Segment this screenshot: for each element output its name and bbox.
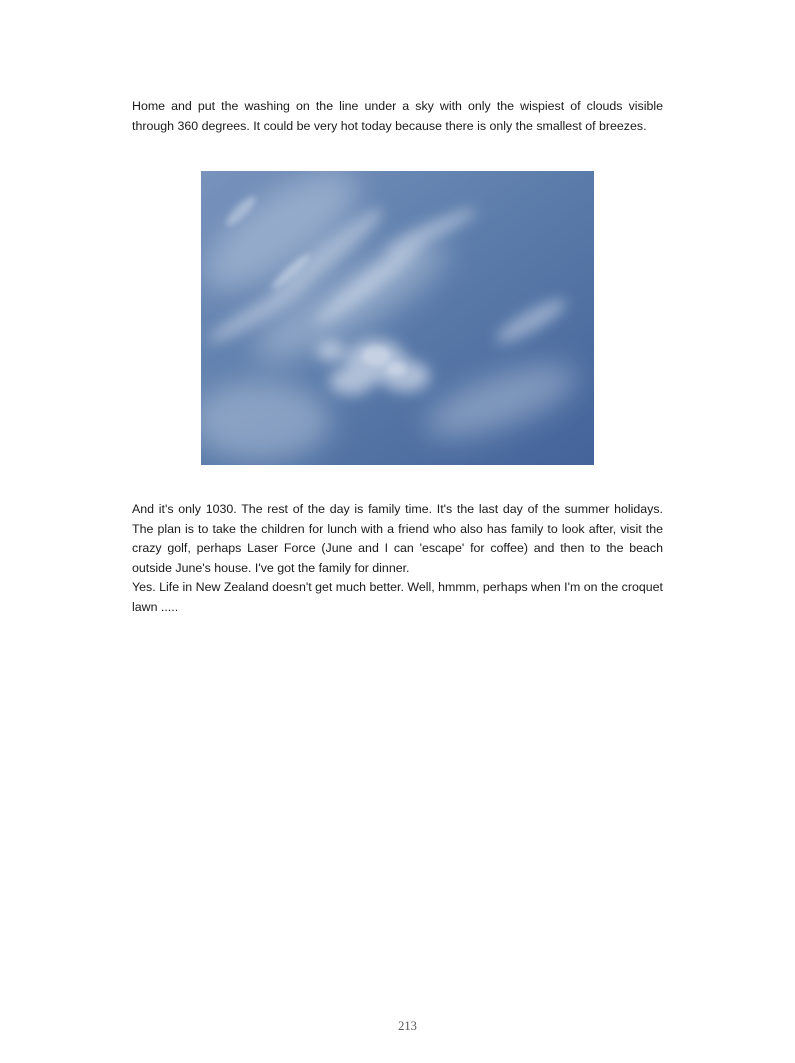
- sky-clouds-image: [201, 171, 594, 465]
- page-number: 213: [398, 1019, 417, 1033]
- paragraph-washing: Home and put the washing on the line under a sky with only the wispiest of clouds visible through 360 degrees. It could be very hot today because there is only the smallest of breezes.: [132, 99, 663, 133]
- sky-photo: [201, 171, 594, 465]
- paragraph-family-time: And it's only 1030. The rest of the day is family time. It's the last day of the summer holidays. The plan is to take the children for lunch with a friend who also has family to look after, visit the crazy golf, perhaps Laser Force (June and I can 'escape' for coffee) and then to the beach outside June's house. I've got the family for dinner.: [132, 502, 663, 575]
- paragraph-new-zealand: Yes. Life in New Zealand doesn't get much better. Well, hmmm, perhaps when I'm on the croquet lawn .....: [132, 580, 663, 614]
